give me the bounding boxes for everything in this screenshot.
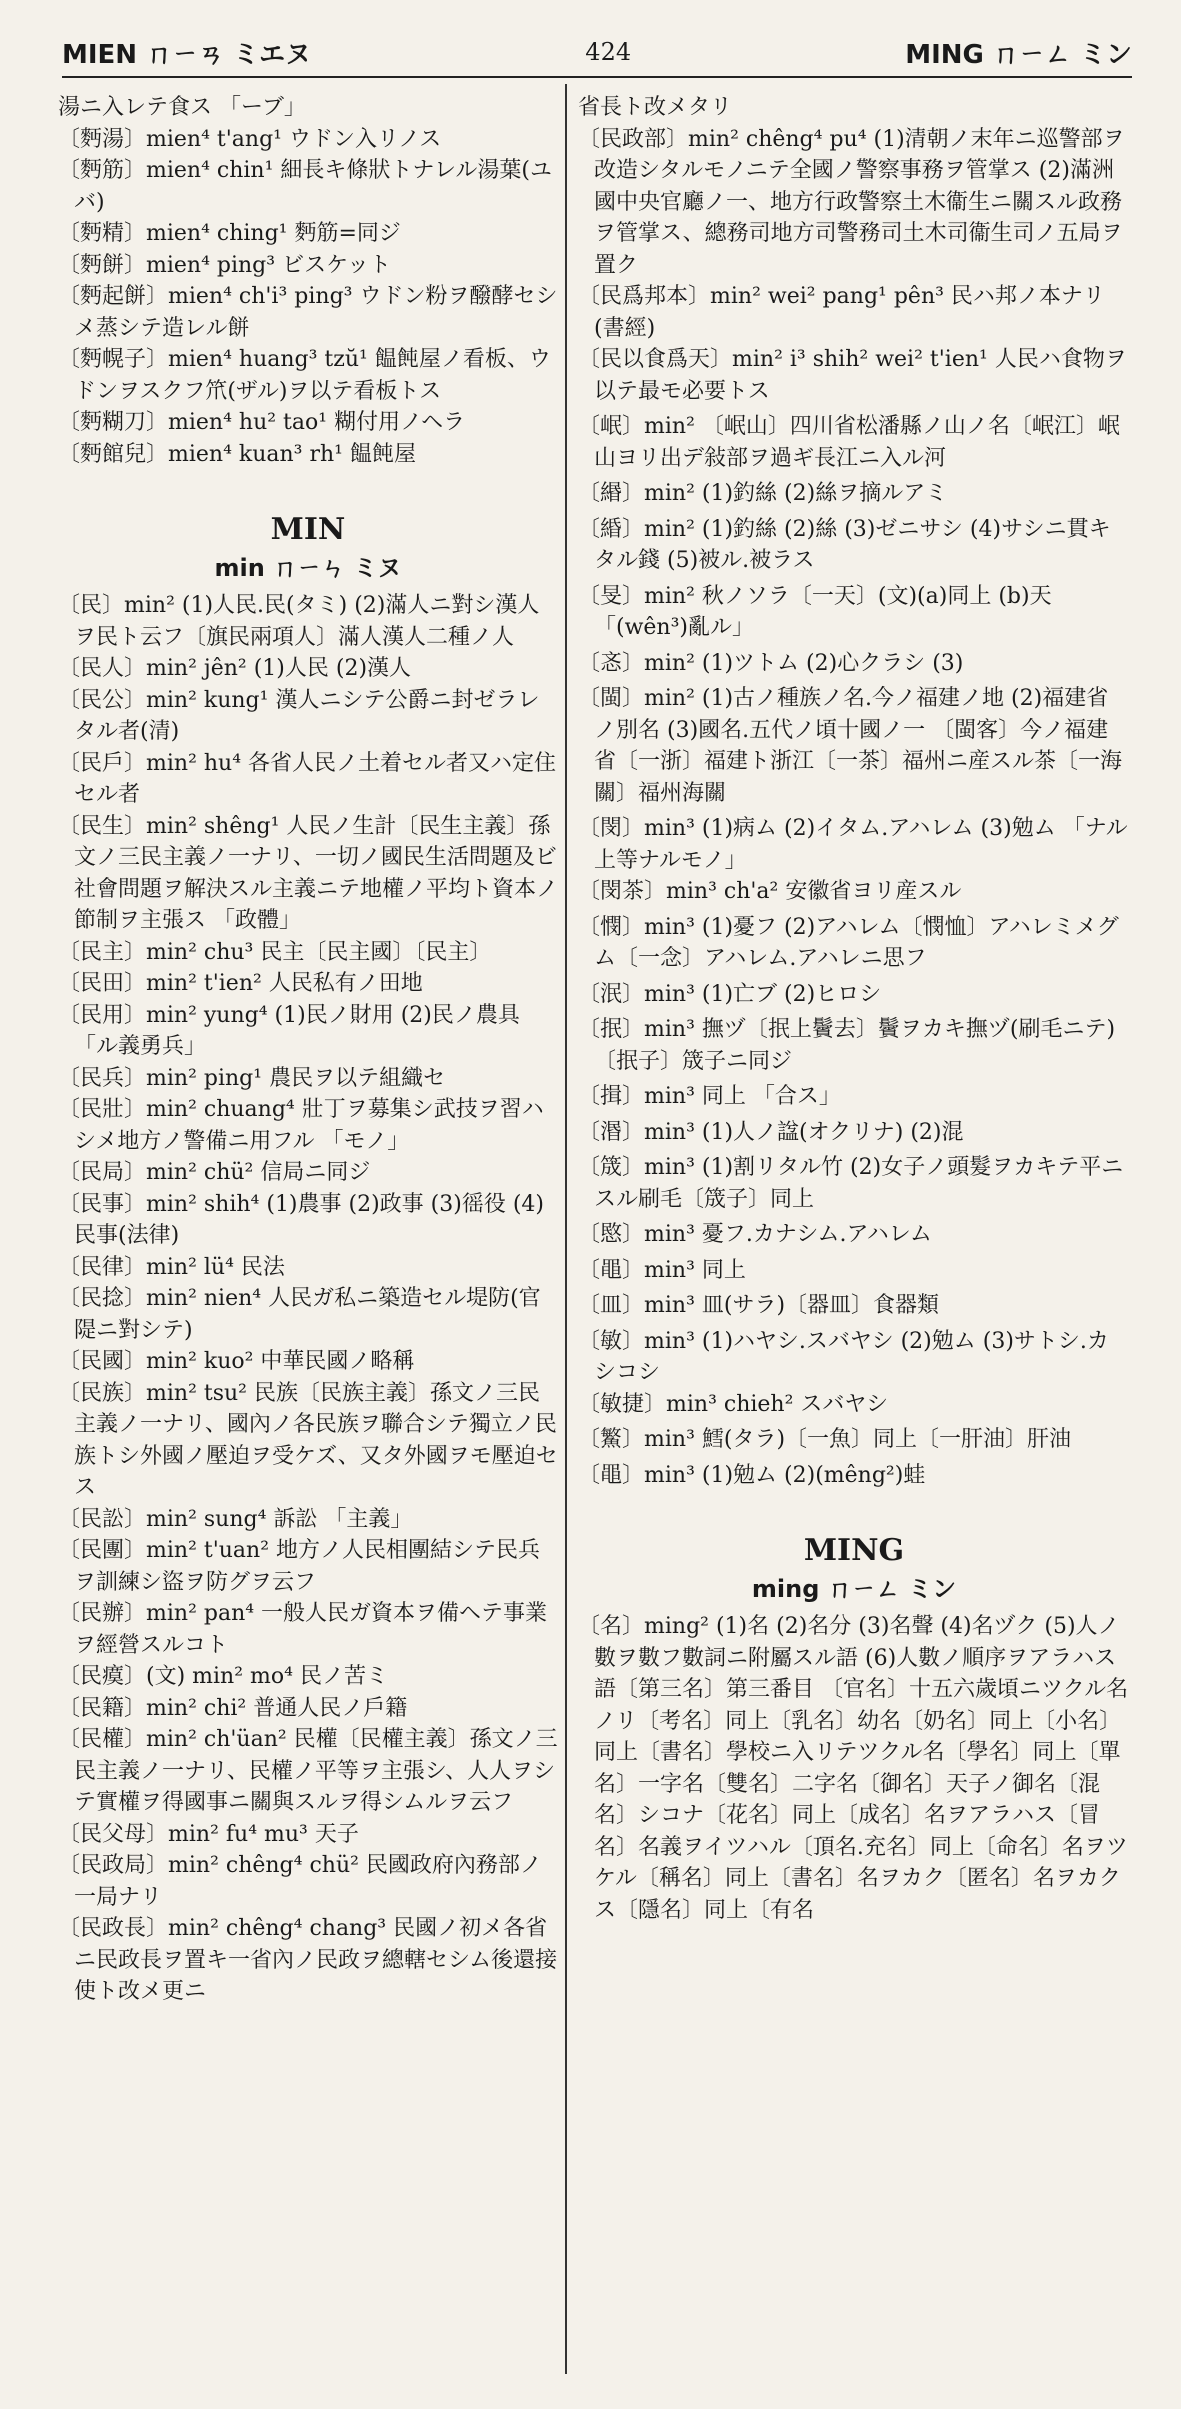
dictionary-entry: 〔民籍〕min² chi² 普通人民ノ戶籍 xyxy=(58,1695,408,1721)
dictionary-entry: 〔閩〕min² (1)古ノ種族ノ名.今ノ福建ノ地 (2)福建省ノ別名 (3)國名.五代ノ頃十國ノ一 〔閩客〕今ノ福建省〔一浙〕福建ト浙江〔一茶〕福州ニ産スル茶〔一海關〕福州海關 xyxy=(578,686,1123,806)
dictionary-entry: 〔憫〕min³ (1)憂フ (2)アハレム〔憫恤〕アハレミメグム〔一念〕アハレム.アハレニ思フ xyxy=(578,914,1119,971)
dictionary-entry: 〔緡〕min² (1)釣絲 (2)絲ヲ摘ルアミ xyxy=(578,481,948,506)
dictionary-entry: 〔鰵〕min³ 鱈(タラ)〔一魚〕同上〔一肝油〕肝油 xyxy=(578,1427,1072,1452)
dictionary-entry: 〔旻〕min² 秋ノソラ〔一天〕(文)(a)同上 (b)天 「(wên³)亂ル」 xyxy=(578,583,1052,640)
dictionary-entry: 〔麪餅〕mien⁴ ping³ ビスケット xyxy=(58,252,391,278)
dictionary-entry: 〔民用〕min² yung⁴ (1)民ノ財用 (2)民ノ農具 「ル義勇兵」 xyxy=(58,1002,520,1059)
dictionary-entry: 〔麪幌子〕mien⁴ huang³ tzŭ¹ 饂飩屋ノ看板、ウドンヲスクフ笊(ザル)ヲ以テ看板トス xyxy=(58,347,551,404)
dictionary-entry: 〔揖〕min³ 同上 「合ス」 xyxy=(578,1084,841,1109)
dictionary-entry: 〔麪起餅〕mien⁴ ch'i³ ping³ ウドン粉ヲ醱酵セシメ蒸シテ造レル餅 xyxy=(58,284,558,341)
section-subheading-min: min ㄇㄧㄣ ミヌ xyxy=(214,554,402,582)
dictionary-entry: 〔閔〕min³ (1)病ム (2)イタム.アハレム (3)勉ム 「ナル上等ナルモノ」 xyxy=(578,816,1128,873)
dictionary-entry: 〔民壯〕min² chuang⁴ 壯丁ヲ募集シ武技ヲ習ハシメ地方ノ警備ニ用フル 「モノ」 xyxy=(58,1097,544,1154)
page-number: 424 xyxy=(585,38,632,66)
dictionary-entry: 〔民戶〕min² hu⁴ 各省人民ノ土着セル者又ハ定住セル者 xyxy=(58,750,557,807)
left-column xyxy=(58,92,558,2389)
dictionary-entry: 〔緍〕min² (1)釣絲 (2)絲 (3)ゼニサシ (4)サシニ貫キタル錢 (5)被ル.被ラス xyxy=(578,516,1111,573)
header-left-guide: MIEN ㄇㄧㄢ ミエヌ xyxy=(62,39,312,70)
dictionary-entry: 〔民人〕min² jên² (1)人民 (2)漢人 xyxy=(58,656,412,681)
header-right-guide: MING ㄇㄧㄥ ミン xyxy=(905,39,1132,70)
dictionary-entry: 〔民公〕min² kung¹ 漢人ニシテ公爵ニ封ゼラレタル者(清) xyxy=(58,687,540,744)
dictionary-entry: 〔閔茶〕min³ ch'a² 安徽省ヨリ産スル xyxy=(578,879,962,904)
dictionary-entry: 〔抿〕min³ 撫ヅ〔抿上鬢去〕鬢ヲカキ撫ヅ(刷毛ニテ)〔抿子〕筬子ニ同ジ xyxy=(578,1017,1116,1074)
dictionary-entry: 〔民局〕min² chü² 信局ニ同ジ xyxy=(58,1160,371,1185)
dictionary-entry: 〔民生〕min² shêng¹ 人民ノ生計〔民生主義〕孫文ノ三民主義ノ一ナリ、一切ノ國民生活問題及ビ社會問題ヲ解決スル主義ニテ地權ノ平均ト資本ノ節制ヲ主張ス 「政體」 xyxy=(58,813,558,933)
dictionary-entry: 〔民政部〕min² chêng⁴ pu⁴ (1)清朝ノ末年ニ巡警部ヲ改造シタルモノニテ全國ノ警察事務ヲ管掌ス (2)滿洲國中央官廳ノ一、地方行政警察土木衞生ニ關スル政務ヲ管掌ス、總務司地方司警務司土木司衞生司ノ五局ヲ置ク xyxy=(578,126,1125,278)
dictionary-entry: 〔民律〕min² lü⁴ 民法 xyxy=(58,1254,285,1280)
dictionary-entry: 〔民以食爲天〕min² i³ shih² wei² t'ien¹ 人民ハ食物ヲ以テ最モ必要トス xyxy=(578,347,1127,404)
dictionary-entry: 〔麪湯〕mien⁴ t'ang¹ ウドン入リノス xyxy=(58,126,442,152)
dictionary-entry: 〔民兵〕min² ping¹ 農民ヲ以テ組織セ xyxy=(58,1065,446,1091)
dictionary-entry: 湯ニ入レテ食ス 「ーブ」 xyxy=(58,95,306,120)
dictionary-entry: 〔名〕ming² (1)名 (2)名分 (3)名聲 (4)名ヅク (5)人ノ數ヲ數フ數詞ニ附屬スル語 (6)人數ノ順序ヲアラハス語〔第三名〕第三番目 〔官名〕十五六歲頃ニツクル名ノリ〔考名〕同上〔乳名〕幼名〔奶名〕同上〔小名〕同上〔書名〕學校ニ入リテツクル名〔學名〕同上〔單名〕一字名〔雙名〕二字名〔御名〕天子ノ御名〔混名〕シコナ〔花名〕同上〔成名〕名ヲアラハス〔冒名〕名義ヲイツハル〔頂名.充名〕同上〔命名〕名ヲツケル〔稱名〕同上〔書名〕名ヲカク〔匿名〕名ヲカクス〔隱名〕同上〔有名 xyxy=(578,1614,1129,1923)
dictionary-entry: 〔皿〕min³ 皿(サラ)〔器皿〕食器類 xyxy=(578,1293,940,1318)
dictionary-entry: 〔岷〕min² 〔岷山〕四川省松潘縣ノ山ノ名〔岷江〕岷山ヨリ出デ敍部ヲ過ギ長江ニ入ル河 xyxy=(578,414,1120,471)
dictionary-entry: 〔民訟〕min² sung⁴ 訴訟 「主義」 xyxy=(58,1506,413,1532)
dictionary-entry: 〔愍〕min³ 憂フ.カナシム.アハレム xyxy=(578,1222,932,1247)
dictionary-entry: 〔麪糊刀〕mien⁴ hu² tao¹ 糊付用ノヘラ xyxy=(58,410,466,435)
section-heading-min: MIN xyxy=(270,512,346,547)
section-subheading-ming: ming ㄇㄧㄥ ミン xyxy=(751,1575,957,1603)
dictionary-entry: 〔筬〕min³ (1)割リタル竹 (2)女子ノ頭髮ヲカキテ平ニスル刷毛〔筬子〕同上 xyxy=(578,1155,1124,1212)
dictionary-entry: 〔民父母〕min² fu⁴ mu³ 天子 xyxy=(58,1821,359,1847)
dictionary-entry: 省長ト改メタリ xyxy=(578,95,733,120)
column-divider xyxy=(565,84,567,2374)
dictionary-entry: 〔敏捷〕min³ chieh² スバヤシ xyxy=(578,1391,889,1417)
right-column xyxy=(578,92,1130,2389)
dictionary-entry: 〔黽〕min³ 同上 xyxy=(578,1257,746,1283)
page-header xyxy=(62,28,1132,78)
dictionary-entry: 〔麪館兒〕mien⁴ kuan³ rh¹ 饂飩屋 xyxy=(58,441,416,467)
dictionary-entry: 〔民族〕min² tsu² 民族〔民族主義〕孫文ノ三民主義ノ一ナリ、國內ノ各民族ヲ聯合シテ獨立ノ民族トシ外國ノ壓迫ヲ受ケズ、又タ外國ヲモ壓迫セス xyxy=(58,1380,558,1500)
dictionary-entry: 〔民團〕min² t'uan² 地方ノ人民相團結シテ民兵ヲ訓練シ盜ヲ防グヲ云フ xyxy=(58,1538,541,1595)
dictionary-entry: 〔湣〕min³ (1)人ノ諡(オクリナ) (2)混 xyxy=(578,1119,964,1145)
dictionary-entry: 〔民事〕min² shih⁴ (1)農事 (2)政事 (3)徭役 (4)民事(法律) xyxy=(58,1191,544,1248)
dictionary-entry: 〔黽〕min³ (1)勉ム (2)(mêng²)蛙 xyxy=(578,1462,926,1488)
dictionary-entry: 〔民田〕min² t'ien² 人民私有ノ田地 xyxy=(58,971,423,996)
dictionary-entry: 〔民〕min² (1)人民.民(タミ) (2)滿人ニ對シ漢人ヲ民ト云フ〔旗民兩項人〕滿人漢人二種ノ人 xyxy=(58,593,540,650)
dictionary-entry: 〔泯〕min³ (1)亡ブ (2)ヒロシ xyxy=(578,981,882,1007)
section-heading-ming: MING xyxy=(803,1533,905,1568)
dictionary-entry: 〔民爲邦本〕min² wei² pang¹ pên³ 民ハ邦ノ本ナリ(書經) xyxy=(578,284,1105,341)
dictionary-entry: 〔麪精〕mien⁴ ching¹ 麪筋=同ジ xyxy=(58,221,401,246)
dictionary-entry: 〔民權〕min² ch'üan² 民權〔民權主義〕孫文ノ三民主義ノ一ナリ、民權ノ平等ヲ主張シ、人人ヲシテ實權ヲ得國事ニ關與スルヲ得シムルヲ云フ xyxy=(58,1727,558,1815)
dictionary-entry: 〔民政局〕min² chêng⁴ chü² 民國政府內務部ノ一局ナリ xyxy=(58,1853,542,1910)
dictionary-entry: 〔民主〕min² chu³ 民主〔民主國〕〔民主〕 xyxy=(58,939,492,965)
dictionary-entry: 〔忞〕min² (1)ツトム (2)心クラシ (3) xyxy=(578,650,964,676)
dictionary-entry: 〔敏〕min³ (1)ハヤシ.スバヤシ (2)勉ム (3)サトシ.カシコシ xyxy=(578,1328,1109,1385)
dictionary-entry: 〔民捻〕min² nien⁴ 人民ガ私ニ築造セル堤防(官隄ニ對シテ) xyxy=(58,1286,541,1343)
dictionary-entry: 〔民政長〕min² chêng⁴ chang³ 民國ノ初メ各省ニ民政長ヲ置キ一省內ノ民政ヲ總轄セシム後還接使ト改メ更ニ xyxy=(58,1916,558,2004)
dictionary-entry: 〔民國〕min² kuo² 中華民國ノ略稱 xyxy=(58,1349,415,1374)
dictionary-entry: 〔民瘼〕(文) min² mo⁴ 民ノ苦ミ xyxy=(58,1664,388,1689)
dictionary-entry: 〔麪筋〕mien⁴ chin¹ 細長キ條狀トナレル湯葉(ユバ) xyxy=(58,158,553,215)
dictionary-entry: 〔民辦〕min² pan⁴ 一般人民ガ資本ヲ備ヘテ事業ヲ經營スルコト xyxy=(58,1601,548,1658)
